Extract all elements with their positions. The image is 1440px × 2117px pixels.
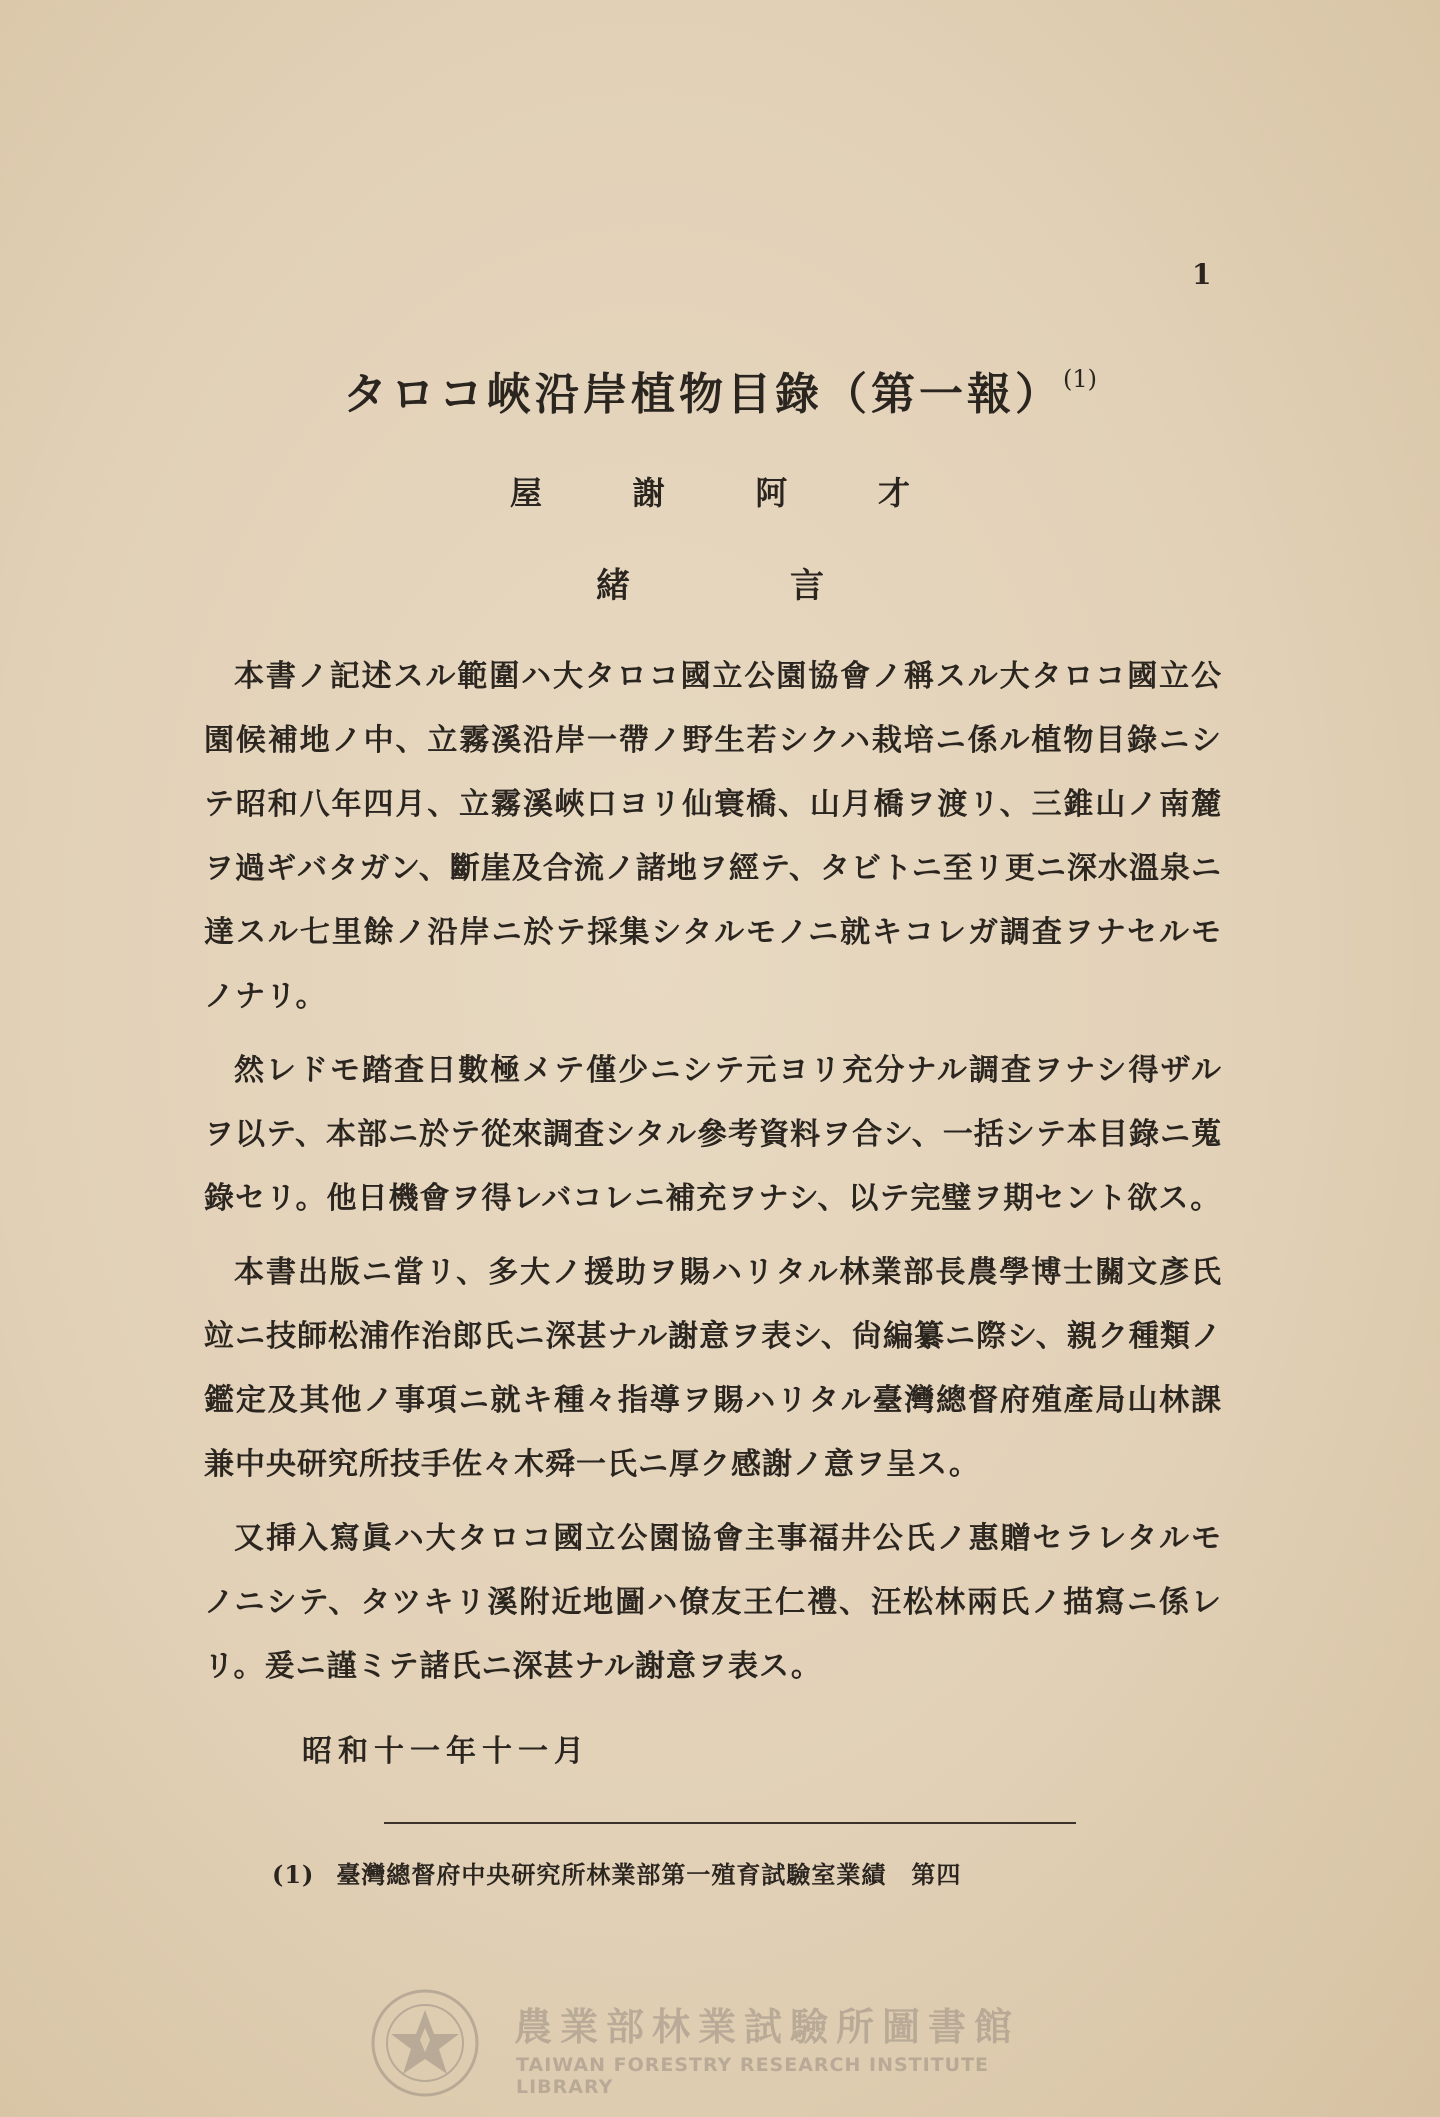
title-footnote-mark: (1) (1063, 365, 1097, 393)
heading-char: 緒 (596, 566, 630, 606)
heading-char: 言 (790, 566, 824, 606)
library-name-en: TAIWAN FORESTRY RESEARCH INSTITUTE LIBRARY (516, 2054, 990, 2098)
author (510, 468, 910, 514)
footnote-rule (384, 1822, 1076, 1824)
author-char: 謝 (632, 474, 665, 512)
paragraph: 本書ノ記述スル範圍ハ大タロコ國立公園協會ノ稱スル大タロコ國立公園候補地ノ中、立霧溪沿岸一帶ノ野生若シクハ栽培ニ係ル植物目錄ニシテ昭和八年四月、立霧溪峽口ヨリ仙寰橋、山月橋ヲ渡リ、三錐山ノ南麓ヲ過ギバタガン、斷崖及合流ノ諸地ヲ經テ、タビトニ至リ更ニ深水溫泉ニ達スル七里餘ノ沿岸ニ於テ採集シタルモノニ就キコレガ調査ヲナセルモノナリ。 (204, 659, 1222, 1014)
library-name-cn: 農業部林業試驗所圖書館 (514, 2005, 1021, 2049)
page-number: 1 (1192, 258, 1212, 291)
author-char: 才 (877, 474, 910, 512)
footnote (272, 1855, 961, 1890)
library-watermark (370, 1988, 1090, 2098)
paragraph: 然レドモ踏査日數極メテ僅少ニシテ元ヨリ充分ナル調査ヲナシ得ザルヲ以テ、本部ニ於テ從來調査シタル參考資料ヲ合シ、一括シテ本目錄ニ蒐錄セリ。他日機會ヲ得レバコレニ補充ヲナシ、以テ完璧ヲ期セント欲ス。 (204, 1053, 1222, 1216)
paragraph: 本書出版ニ當リ、多大ノ援助ヲ賜ハリタル林業部長農學博士關文彥氏竝ニ技師松浦作治郎氏ニ深甚ナル謝意ヲ表シ、尙編纂ニ際シ、親ク種類ノ鑑定及其他ノ事項ニ就キ種々指導ヲ賜ハリタル臺灣總督府殖產局山林課兼中央研究所技手佐々木舜一氏ニ厚ク感謝ノ意ヲ呈ス。 (204, 1255, 1222, 1482)
page-title (0, 358, 1440, 422)
footnote-mark: (1) (272, 1860, 315, 1889)
author-char: 屋 (510, 474, 543, 512)
author-char: 阿 (755, 474, 788, 512)
section-heading (596, 558, 824, 607)
paragraph: 又挿入寫眞ハ大タロコ國立公園協會主事福井公氏ノ惠贈セラレタルモノニシテ、タツキリ溪附近地圖ハ僚友王仁禮、汪松林兩氏ノ描寫ニ係レリ。爰ニ謹ミテ諸氏ニ深甚ナル謝意ヲ表ス。 (204, 1521, 1222, 1684)
title-text: タロコ峽沿岸植物目錄（第一報） (343, 369, 1063, 420)
library-seal-icon (370, 1988, 480, 2098)
footnote-text: 臺灣總督府中央研究所林業部第一殖育試驗室業績 第四 (336, 1860, 962, 1889)
body-text (204, 645, 1222, 1709)
date-line: 昭和十一年十一月 (302, 1734, 590, 1769)
